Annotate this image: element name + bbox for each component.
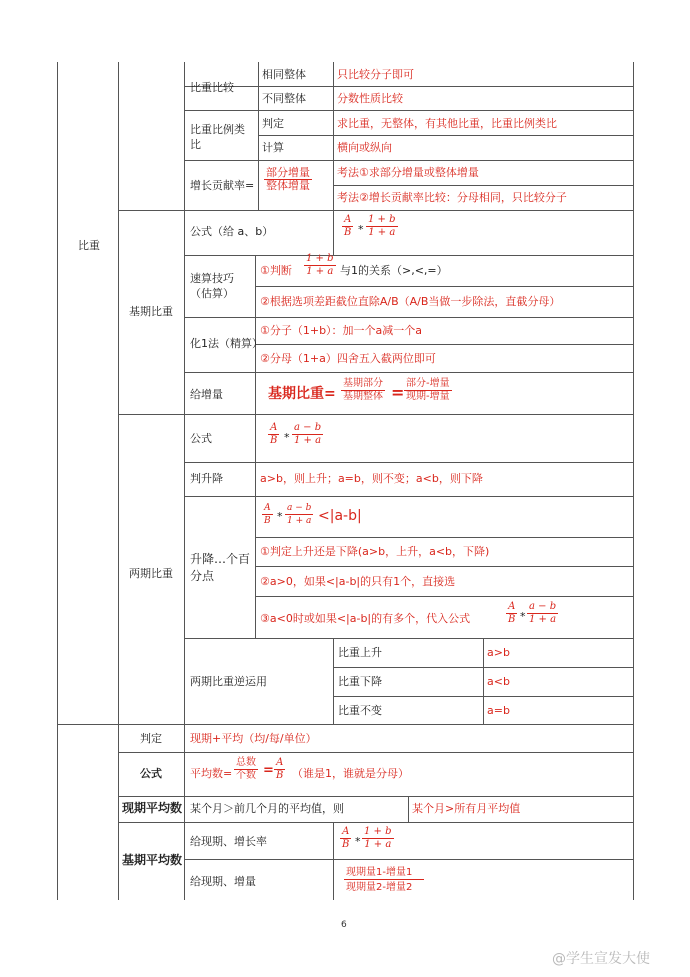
base-proportion-formula-label: 基期比重= xyxy=(268,386,336,402)
fraction-numerator: A xyxy=(264,503,271,513)
row-value-same-whole: 只比较分子即可 xyxy=(337,68,414,81)
row-key-same-whole: 相同整体 xyxy=(262,68,306,81)
row-value-substitute: ③a<0时或如果<|a-b|的有多个，代入公式 xyxy=(260,612,471,625)
row-label-rise-fall: 判升降 xyxy=(190,472,223,485)
avg-label-current-average: 现期平均数 xyxy=(122,801,183,815)
fraction-numerator: 1 + b xyxy=(306,253,334,264)
fraction-denominator: 1 + a xyxy=(294,435,322,446)
row-value-judge-prefix: ①判断 xyxy=(260,264,292,277)
row-label-percentage-points: 升降…个百分点 xyxy=(190,552,251,583)
avg-label-base-average: 基期平均数 xyxy=(122,853,183,867)
fraction-numerator: A xyxy=(270,422,278,433)
row-label-quick-calc: 速算技巧（估算） xyxy=(190,272,234,300)
row-value-truncate-divide: ②根据选项差距截位直除A/B（A/B当做一步除法，直截分母） xyxy=(260,295,561,308)
row-value-judge-direction: ①判定上升还是下降(a>b，上升，a<b，下降) xyxy=(260,545,490,558)
avg-label-judge: 判定 xyxy=(140,732,162,745)
row-key-rise: 比重上升 xyxy=(338,646,382,659)
row-label-formula-ab: 公式（给 a、b） xyxy=(190,225,274,238)
row-key-fall: 比重下降 xyxy=(338,675,382,688)
fraction-denominator: 基期整体 xyxy=(343,391,383,402)
fraction-denominator: B xyxy=(342,839,350,850)
fraction-numerator: a − b xyxy=(287,503,312,513)
fraction-denominator: B xyxy=(276,770,284,781)
row-value-denominator-tip: ②分母（1+a）四舍五入截两位即可 xyxy=(260,352,436,365)
fraction-numerator: A xyxy=(344,214,352,225)
multiply-sign: * xyxy=(520,610,526,623)
row-label-formula: 公式 xyxy=(190,432,212,445)
row-value-method2: 考法②增长贡献率比较：分母相同，只比较分子 xyxy=(337,191,567,204)
multiply-sign: * xyxy=(358,223,364,236)
row-value-single-choice: ②a>0，如果<|a-b|的只有1个，直接选 xyxy=(260,575,456,588)
sub-label-base-proportion: 基期比重 xyxy=(129,305,173,318)
fraction-numerator: A xyxy=(342,826,350,837)
equals-sign: = xyxy=(391,383,405,402)
avg-key-given-growth-rate: 给现期、增长率 xyxy=(190,835,267,848)
fraction-denominator: B xyxy=(508,614,516,625)
avg-formula-prefix: 平均数= xyxy=(190,767,233,780)
fraction-numerator: 总数 xyxy=(236,757,256,768)
row-label-reduce-to-one: 化1法（精算） xyxy=(190,337,263,350)
row-key-unchanged: 比重不变 xyxy=(338,704,382,717)
multiply-sign: * xyxy=(355,835,361,848)
fraction-numerator: 1 + b xyxy=(368,214,396,225)
multiply-sign: * xyxy=(277,510,283,523)
abs-difference: <|a-b| xyxy=(318,508,362,524)
row-value-judge-suffix: 与1的关系（>,<,=） xyxy=(340,264,448,277)
row-label-compare: 比重比较 xyxy=(190,81,234,94)
row-label-ratio-analogy: 比重比例类比 xyxy=(190,123,245,151)
row-value-calc: 横向或纵向 xyxy=(337,141,392,154)
row-label-given-increment: 给增量 xyxy=(190,388,223,401)
watermark: @学生宣发大使 xyxy=(552,951,650,967)
row-label-reverse-use: 两期比重逆运用 xyxy=(190,675,267,688)
row-value-fall: a<b xyxy=(487,675,510,688)
multiply-sign: * xyxy=(284,431,290,444)
equals-sign: = xyxy=(263,763,274,778)
fraction-total-count xyxy=(234,757,258,782)
sub-label-two-period-proportion: 两期比重 xyxy=(129,567,173,580)
fraction-a-b xyxy=(274,757,285,782)
avg-value-current-average: 某个月＞前几个月的平均值，则 xyxy=(190,802,344,815)
row-key-judge: 判定 xyxy=(262,117,284,130)
fraction-growth-contribution xyxy=(264,167,312,192)
fraction-numerator: A xyxy=(276,757,284,768)
row-value-method1: 考法①求部分增量或整体增量 xyxy=(337,166,479,179)
page-number: 6 xyxy=(341,920,347,930)
fraction-denominator: 1 + a xyxy=(364,839,392,850)
avg-value-judge: 现期+平均（均/每/单位） xyxy=(190,732,317,745)
row-value-rise: a>b xyxy=(487,646,510,659)
fraction-denominator: 1 + a xyxy=(368,227,396,238)
row-value-different-whole: 分数性质比较 xyxy=(337,92,403,105)
fraction-denominator: 整体增量 xyxy=(266,179,310,192)
row-value-numerator-tip: ①分子（1+b）：加一个a减一个a xyxy=(260,324,423,337)
fraction-denominator: 1 + a xyxy=(529,614,557,625)
avg-formula-note: （谁是1，谁就是分母） xyxy=(292,767,409,780)
avg-label-formula: 公式 xyxy=(140,767,162,780)
avg-key-given-increment: 给现期、增量 xyxy=(190,875,256,888)
fraction-denominator: B xyxy=(344,227,352,238)
row-label-growth-contribution: 增长贡献率= xyxy=(190,179,255,192)
row-value-unchanged: a=b xyxy=(487,704,510,717)
fraction-numerator: a − b xyxy=(529,601,557,612)
fraction-numerator: a − b xyxy=(294,422,322,433)
avg-value-current-minus-increment-1: 现期量1-增量1 xyxy=(346,867,413,878)
row-key-different-whole: 不同整体 xyxy=(262,92,306,105)
row-value-judge: 求比重，无整体，有其他比重，比重比例类比 xyxy=(337,117,557,130)
avg-value-current-average-conclusion: 某个月>所有月平均值 xyxy=(412,802,521,815)
avg-value-current-minus-increment-2: 现期量2-增量2 xyxy=(346,882,413,893)
fraction-part-minus-increment xyxy=(404,378,452,403)
fraction-numerator: 部分增量 xyxy=(266,166,310,179)
fraction-numerator: 基期部分 xyxy=(343,378,383,389)
fraction-1b-1a xyxy=(304,253,336,278)
fraction-denominator: B xyxy=(270,435,278,446)
fraction-denominator: 1 + a xyxy=(306,266,334,277)
fraction-numerator: 1 + b xyxy=(364,826,392,837)
section-label-proportion: 比重 xyxy=(78,239,100,252)
fraction-numerator: A xyxy=(508,601,516,612)
fraction-denominator: 现期-增量 xyxy=(406,391,450,402)
row-value-rise-fall: a>b，则上升；a=b，则不变；a<b，则下降 xyxy=(260,472,483,485)
fraction-denominator: B xyxy=(264,516,271,526)
fraction-denominator: 个数 xyxy=(236,770,256,781)
row-key-calc: 计算 xyxy=(262,141,284,154)
fraction-numerator: 部分-增量 xyxy=(406,378,450,389)
fraction-denominator: 1 + a xyxy=(287,516,312,526)
fraction-base-part-whole xyxy=(341,378,385,403)
